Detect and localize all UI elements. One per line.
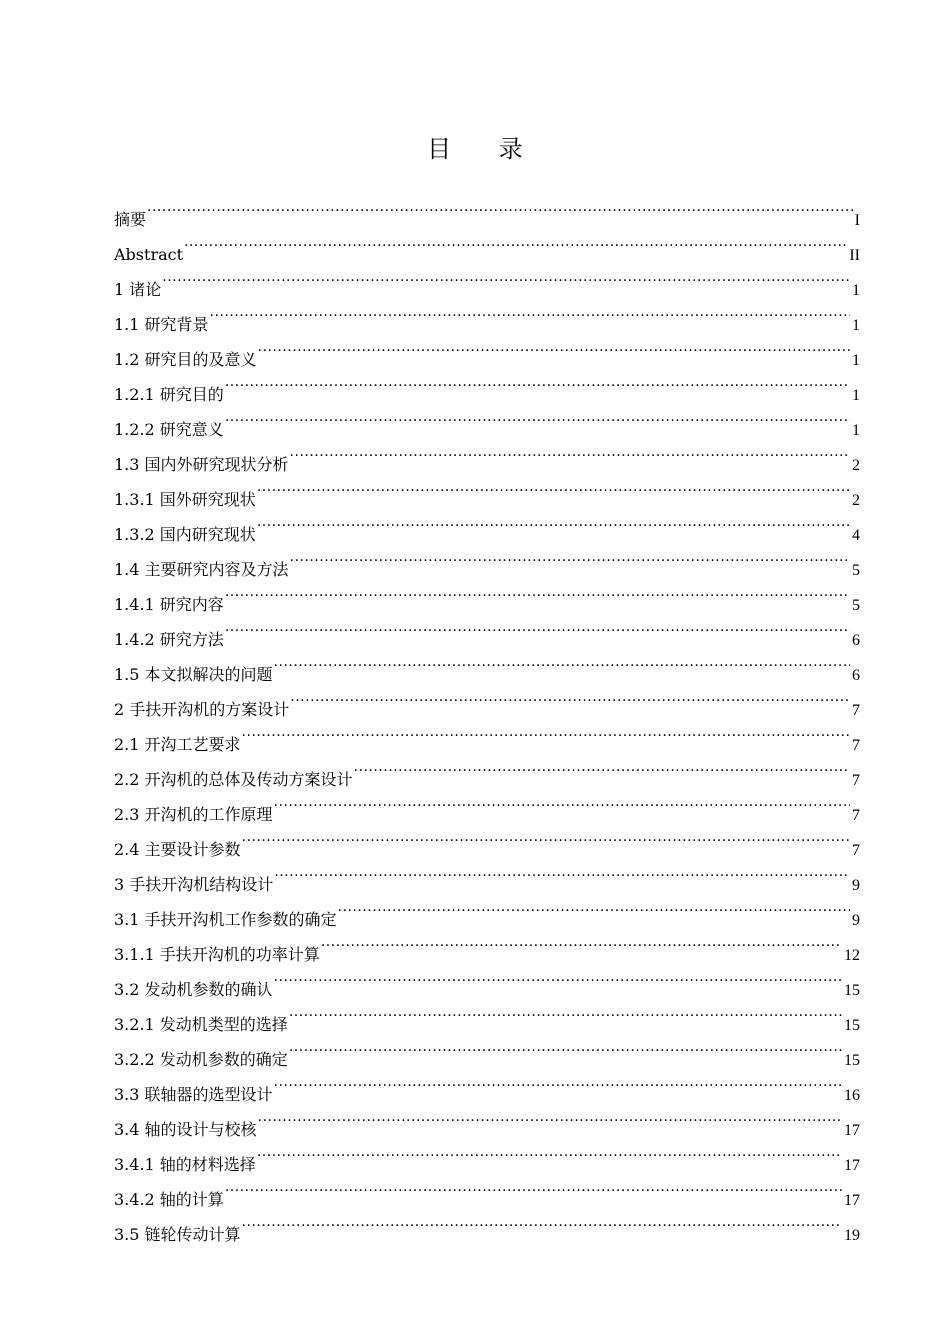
- toc-dot-leader: [290, 435, 850, 470]
- toc-dot-leader: [354, 750, 850, 785]
- toc-entry-title: 3.4 轴的设计与校核: [114, 1120, 257, 1139]
- toc-entry-title: 1.3.1 国外研究现状: [114, 490, 256, 509]
- toc-dot-leader: [242, 1205, 842, 1240]
- toc-entry-page-number: 15: [844, 1052, 860, 1069]
- toc-dot-leader: [274, 785, 850, 820]
- toc-entry-title: 3.4.1 轴的材料选择: [114, 1155, 256, 1174]
- toc-entry-page-number: 17: [844, 1122, 860, 1139]
- toc-entry-page-number: 1: [852, 422, 860, 439]
- toc-entry-page-number: 4: [852, 527, 860, 544]
- toc-list: [114, 190, 860, 1244]
- toc-dot-leader: [225, 400, 850, 435]
- toc-entry-page-number: 15: [844, 1017, 860, 1034]
- toc-entry[interactable]: [114, 400, 860, 439]
- toc-entry-page-number: I: [854, 212, 860, 229]
- toc-entry-title: 1.4.2 研究方法: [114, 630, 224, 649]
- toc-entry-page-number: 17: [844, 1192, 860, 1209]
- toc-entry-title: 1.3 国内外研究现状分析: [114, 455, 289, 474]
- toc-dot-leader: [225, 575, 850, 610]
- toc-entry-title: 2.1 开沟工艺要求: [114, 735, 241, 754]
- toc-entry[interactable]: [114, 225, 860, 264]
- toc-entry-page-number: 9: [852, 912, 860, 929]
- toc-entry-page-number: 2: [852, 492, 860, 509]
- toc-dot-leader: [147, 190, 853, 225]
- toc-entry-title: 3.2.1 发动机类型的选择: [114, 1015, 288, 1034]
- toc-entry-title: 1.4 主要研究内容及方法: [114, 560, 289, 579]
- toc-entry-page-number: 9: [852, 877, 860, 894]
- toc-entry-title: 3.5 链轮传动计算: [114, 1225, 241, 1244]
- toc-dot-leader: [274, 645, 850, 680]
- toc-dot-leader: [242, 820, 850, 855]
- toc-dot-leader: [257, 1135, 842, 1170]
- toc-entry-title: 1.1 研究背景: [114, 315, 209, 334]
- toc-entry-page-number: 7: [852, 842, 860, 859]
- toc-entry-title: 摘要: [114, 210, 147, 229]
- toc-entry-title: 3 手扶开沟机结构设计: [114, 875, 274, 894]
- toc-dot-leader: [274, 855, 850, 890]
- toc-entry-title: 1.4.1 研究内容: [114, 595, 224, 614]
- toc-entry-page-number: 7: [852, 737, 860, 754]
- toc-dot-leader: [257, 505, 850, 540]
- toc-entry[interactable]: [114, 330, 860, 369]
- toc-entry-title: 3.1 手扶开沟机工作参数的确定: [114, 910, 337, 929]
- toc-entry-page-number: 7: [852, 702, 860, 719]
- toc-dot-leader: [257, 470, 850, 505]
- toc-dot-leader: [290, 680, 850, 715]
- toc-entry-title: 1 诸论: [114, 280, 162, 299]
- toc-dot-leader: [184, 225, 847, 260]
- toc-entry-page-number: 1: [852, 282, 860, 299]
- toc-entry-page-number: 17: [844, 1157, 860, 1174]
- toc-entry-title: 1.2 研究目的及意义: [114, 350, 257, 369]
- toc-dot-leader: [225, 1170, 842, 1205]
- toc-dot-leader: [338, 890, 850, 925]
- toc-dot-leader: [162, 260, 850, 295]
- toc-dot-leader: [258, 330, 850, 365]
- toc-entry-page-number: 5: [852, 597, 860, 614]
- toc-entry-page-number: 7: [852, 807, 860, 824]
- toc-entry[interactable]: [114, 1170, 860, 1209]
- toc-dot-leader: [225, 610, 850, 645]
- toc-dot-leader: [274, 960, 842, 995]
- toc-dot-leader: [289, 995, 842, 1030]
- toc-entry-title: 3.3 联轴器的选型设计: [114, 1085, 273, 1104]
- toc-entry[interactable]: [114, 260, 860, 299]
- toc-entry[interactable]: [114, 295, 860, 334]
- toc-entry-page-number: 6: [852, 667, 860, 684]
- toc-entry-page-number: 15: [844, 982, 860, 999]
- toc-dot-leader: [225, 365, 850, 400]
- toc-entry-page-number: 6: [852, 632, 860, 649]
- toc-entry-page-number: 16: [844, 1087, 860, 1104]
- toc-entry-title: 3.2 发动机参数的确认: [114, 980, 273, 999]
- toc-dot-leader: [290, 540, 850, 575]
- toc-dot-leader: [321, 925, 842, 960]
- toc-entry-title: 2.3 开沟机的工作原理: [114, 805, 273, 824]
- page-title: 目 录: [427, 135, 543, 163]
- toc-dot-leader: [258, 1100, 842, 1135]
- toc-entry-page-number: 7: [852, 772, 860, 789]
- toc-entry-page-number: 1: [852, 317, 860, 334]
- toc-entry-page-number: 1: [852, 387, 860, 404]
- toc-entry[interactable]: [114, 610, 860, 649]
- toc-dot-leader: [289, 1030, 842, 1065]
- toc-entry-page-number: 12: [844, 947, 860, 964]
- toc-entry[interactable]: [114, 1205, 860, 1244]
- toc-entry-page-number: 5: [852, 562, 860, 579]
- toc-dot-leader: [242, 715, 850, 750]
- toc-entry-page-number: 1: [852, 352, 860, 369]
- toc-entry-title: 2.4 主要设计参数: [114, 840, 241, 859]
- toc-entry[interactable]: [114, 190, 860, 229]
- toc-entry[interactable]: [114, 645, 860, 684]
- toc-entry-title: 1.2.2 研究意义: [114, 420, 224, 439]
- toc-entry-title: 1.2.1 研究目的: [114, 385, 224, 404]
- toc-entry-title: 3.1.1 手扶开沟机的功率计算: [114, 945, 320, 964]
- toc-entry-page-number: II: [849, 247, 860, 264]
- toc-entry-title: Abstract: [114, 245, 184, 264]
- toc-entry[interactable]: [114, 365, 860, 404]
- toc-dot-leader: [210, 295, 850, 330]
- toc-entry-page-number: 19: [844, 1227, 860, 1244]
- toc-entry-title: 3.2.2 发动机参数的确定: [114, 1050, 288, 1069]
- toc-entry-title: 2 手扶开沟机的方案设计: [114, 700, 290, 719]
- toc-entry-title: 1.3.2 国内研究现状: [114, 525, 256, 544]
- toc-entry-title: 2.2 开沟机的总体及传动方案设计: [114, 770, 353, 789]
- toc-entry-title: 3.4.2 轴的计算: [114, 1190, 224, 1209]
- toc-entry[interactable]: [114, 435, 860, 474]
- toc-entry[interactable]: [114, 575, 860, 614]
- toc-entry-page-number: 2: [852, 457, 860, 474]
- toc-entry-title: 1.5 本文拟解决的问题: [114, 665, 273, 684]
- toc-dot-leader: [274, 1065, 842, 1100]
